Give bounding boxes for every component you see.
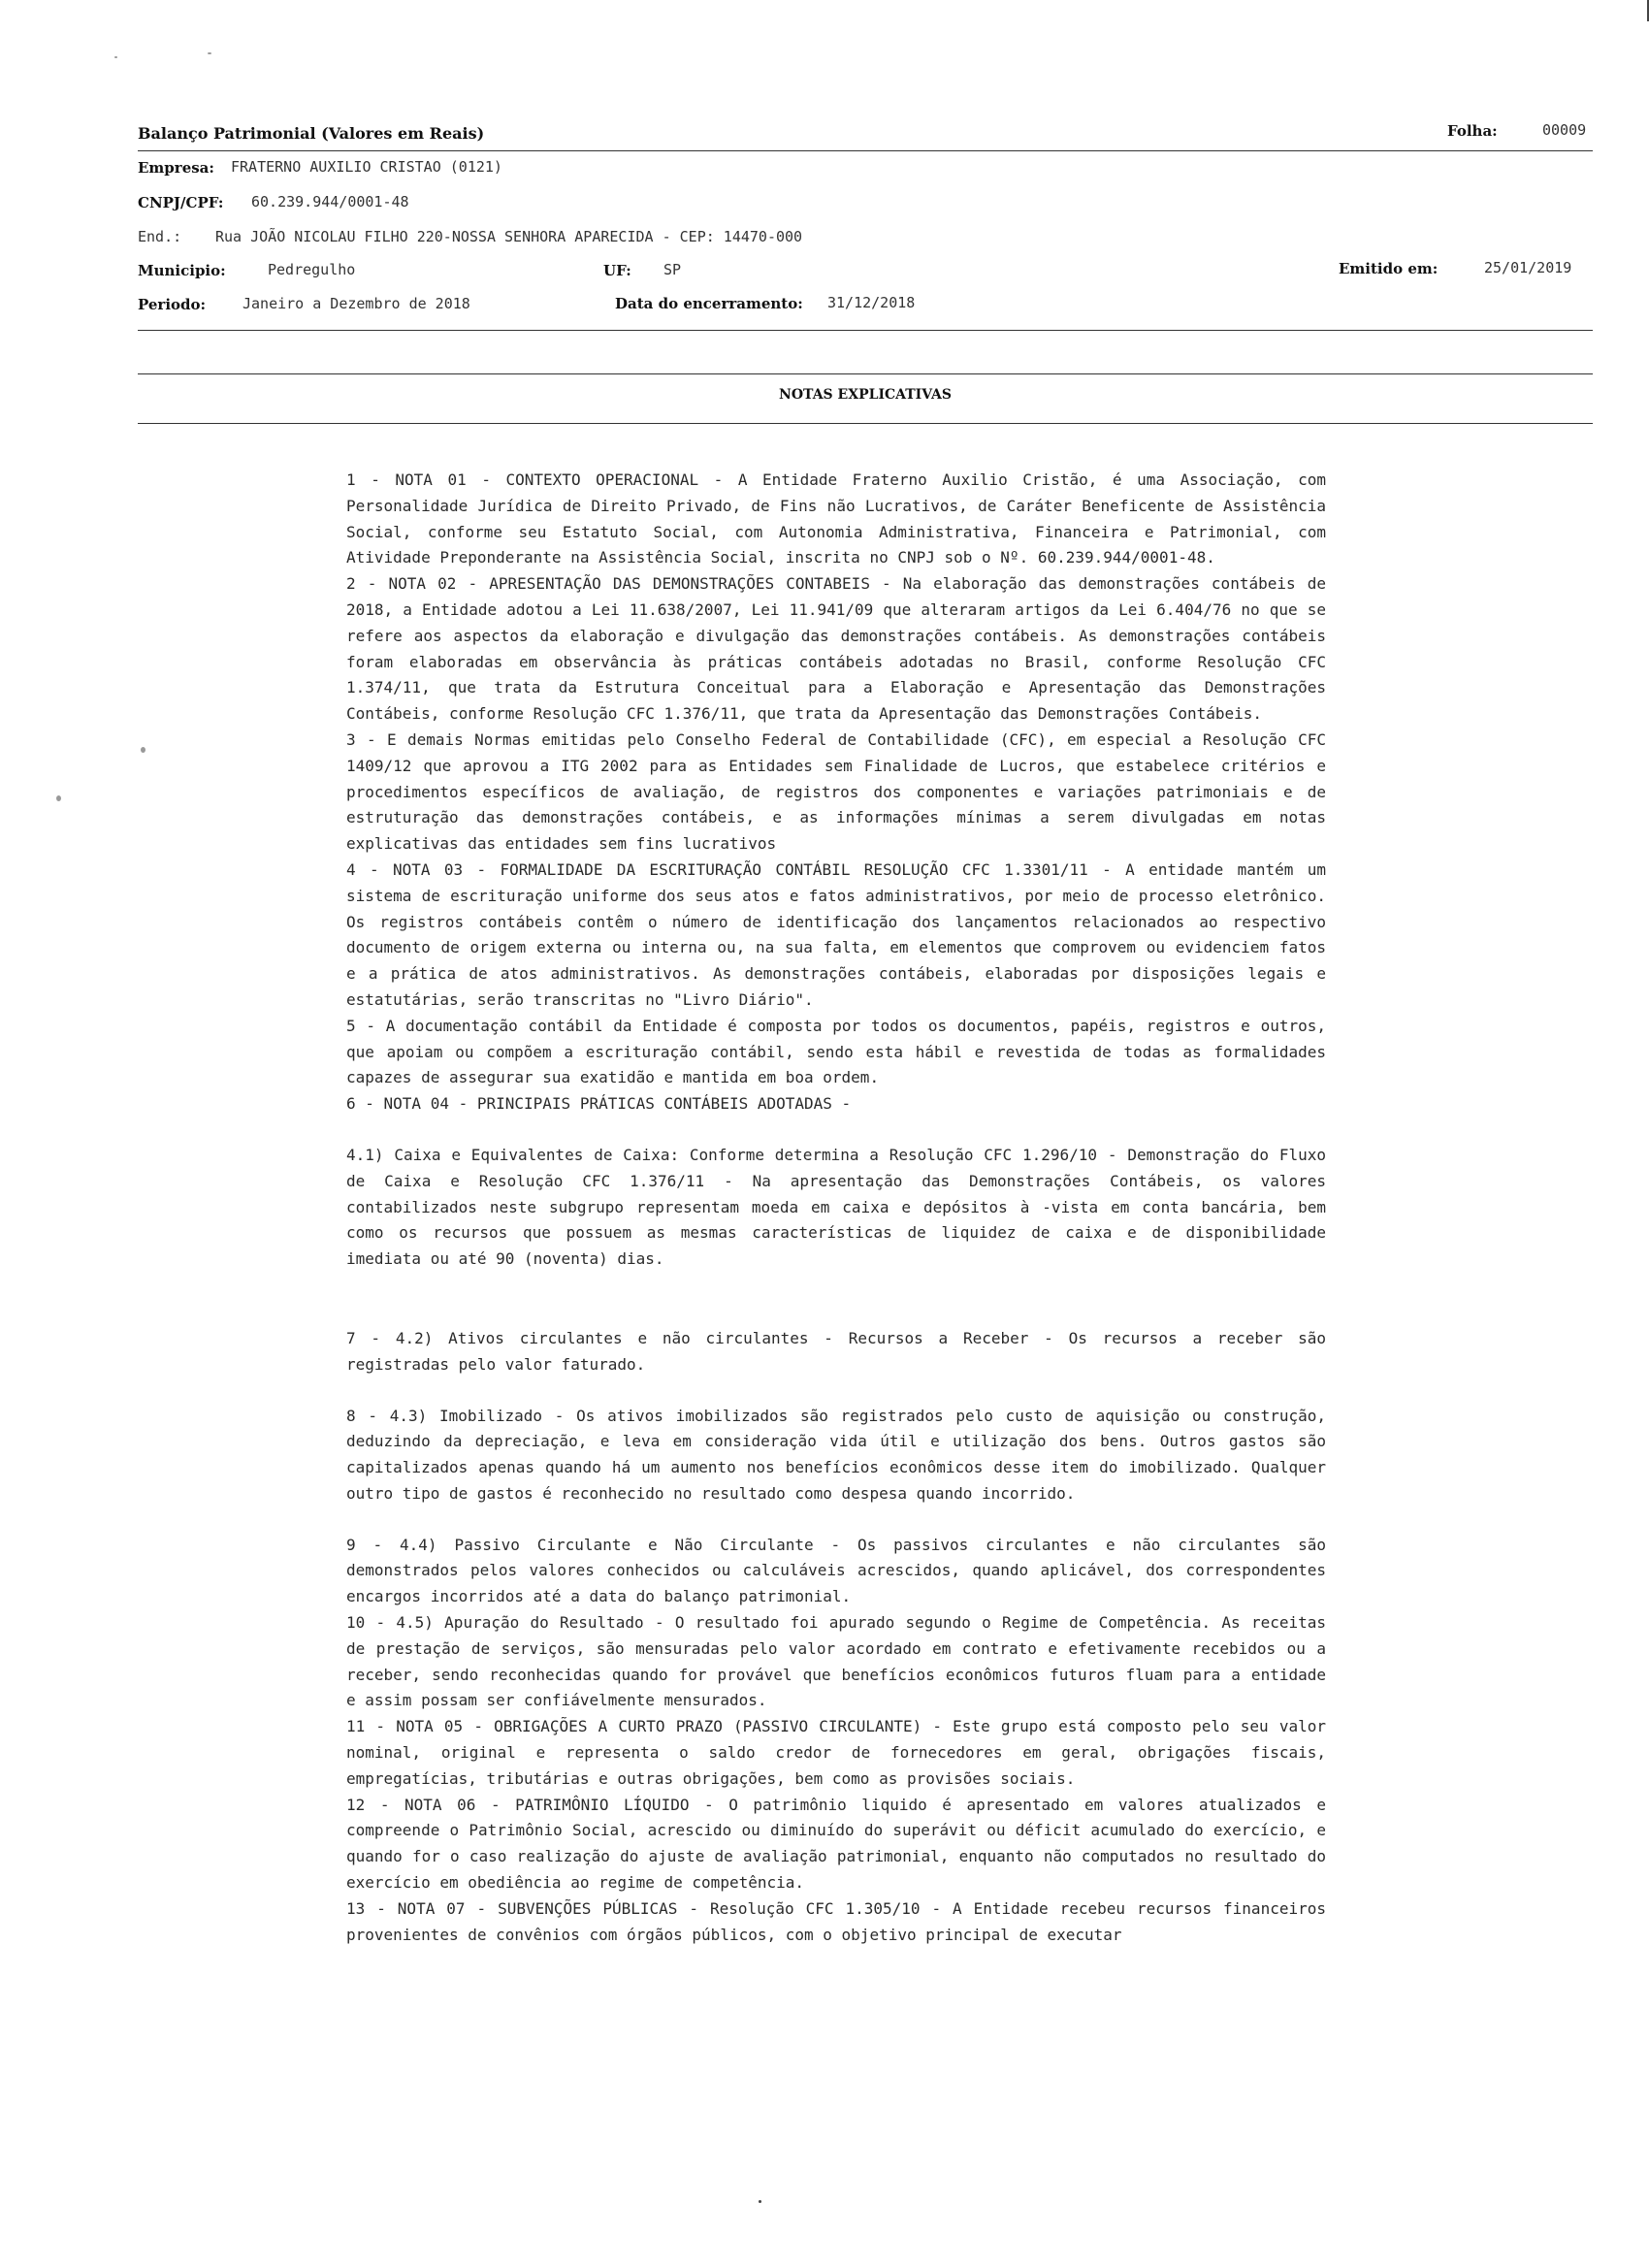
note-paragraph: 3 - E demais Normas emitidas pelo Conselho Federal de Contabilidade (CFC), em especial a Resolução CFC 1409/12 que aprovou a ITG 2002 para as Entidades sem Finalidade de Lucros, que estabelece critérios e procedimentos específicos de avaliação, de registros dos componentes e variações patrimoniais e de estruturação das demonstrações contábeis, e as informações mínimas a serem divulgadas em notas explicativas das entidades sem fins lucrativos: [346, 729, 1326, 854]
end-value: Rua JOÃO NICOLAU FILHO 220-NOSSA SENHORA APARECIDA - CEP: 14470-000: [215, 228, 803, 245]
note-paragraph: 7 - 4.2) Ativos circulantes e não circulantes - Recursos a Receber - Os recursos a receber são registradas pelo valor faturado.: [346, 1328, 1326, 1374]
notes-body: [346, 468, 1326, 1948]
note-paragraph: 11 - NOTA 05 - OBRIGAÇÕES A CURTO PRAZO (PASSIVO CIRCULANTE) - Este grupo está composto pelo seu valor nominal, original e representa o saldo credor de fornecedores em geral, obrigações fiscais, empregatícias, tributárias e outras obrigações, bem como as provisões sociais.: [346, 1717, 1326, 1788]
municipio-label: Municipio:: [138, 262, 226, 279]
note-paragraph: 13 - NOTA 07 - SUBVENÇÕES PÚBLICAS - Resolução CFC 1.305/10 - A Entidade recebeu recursos financeiros provenientes de convênios com órgãos públicos, com o objetivo principal de executar: [346, 1898, 1326, 1944]
header-rule-top: [138, 150, 1593, 151]
note-paragraph: 6 - NOTA 04 - PRINCIPAIS PRÁTICAS CONTÁBEIS ADOTADAS -: [346, 1094, 852, 1114]
municipio-value: Pedregulho: [268, 261, 356, 278]
note-paragraph: 1 - NOTA 01 - CONTEXTO OPERACIONAL - A Entidade Fraterno Auxilio Cristão, é uma Associação, com Personalidade Jurídica de Direito Privado, de Fins não Lucrativos, de Caráter Beneficente de Assistência Social, conforme seu Estatuto Social, com Autonomia Administrativa, Financeira e Patrimonial, com Atividade Preponderante na Assistência Social, inscrita no CNPJ sob o Nº. 60.239.944/0001-48.: [346, 470, 1326, 567]
note-paragraph: 9 - 4.4) Passivo Circulante e Não Circulante - Os passivos circulantes e não circulantes são demonstrados pelos valores conhecidos ou calculáveis acrescidos, quando aplicável, dos correspondentes encargos incorridos até a data do balanço patrimonial.: [346, 1535, 1326, 1606]
note-paragraph: 2 - NOTA 02 - APRESENTAÇÃO DAS DEMONSTRAÇÕES CONTABEIS - Na elaboração das demonstrações contábeis de 2018, a Entidade adotou a Lei 11.638/2007, Lei 11.941/09 que alteraram artigos da Lei 6.404/76 no que se refere aos aspectos da elaboração e divulgação das demonstrações contábeis. As demonstrações contábeis foram elaboradas em observância às práticas contábeis adotadas no Brasil, conforme Resolução CFC 1.374/11, que trata da Estrutura Conceitual para a Elaboração e Apresentação das Demonstrações Contábeis, conforme Resolução CFC 1.376/11, que trata da Apresentação das Demonstrações Contábeis.: [346, 574, 1326, 724]
note-paragraph: 8 - 4.3) Imobilizado - Os ativos imobilizados são registrados pelo custo de aquisição ou construção, deduzindo da depreciação, e leva em consideração vida útil e utilização dos bens. Outros gastos são capitalizados apenas quando há um aumento nos benefícios econômicos desse item do imobilizado. Qualquer outro tipo de gastos é reconhecido no resultado como despesa quando incorrido.: [346, 1406, 1326, 1503]
emitido-label: Emitido em:: [1339, 260, 1439, 277]
note-paragraph: 5 - A documentação contábil da Entidade é composta por todos os documentos, papéis, registros e outros, que apoiam ou compõem a escrituração contábil, sendo esta hábil e revestida de todas as formalidades capazes de assegurar sua exatidão e mantida em boa ordem.: [346, 1016, 1326, 1087]
note-paragraph: 12 - NOTA 06 - PATRIMÔNIO LÍQUIDO - O patrimônio liquido é apresentado em valores atualizados e compreende o Patrimônio Social, acrescido ou diminuído do superávit ou déficit acumulado do exercício, e quando for o caso realização do ajuste de avaliação patrimonial, enquanto não computados no resultado do exercício em obediência ao regime de competência.: [346, 1795, 1326, 1893]
folha-value: 00009: [1542, 121, 1587, 139]
section-title: NOTAS EXPLICATIVAS: [779, 387, 952, 403]
end-label: End.:: [138, 228, 182, 245]
header-rule-bottom: [138, 330, 1593, 331]
periodo-value: Janeiro a Dezembro de 2018: [242, 295, 470, 312]
section-rule-bottom: [138, 423, 1593, 424]
scan-speck: [759, 2200, 761, 2203]
periodo-label: Periodo:: [138, 296, 207, 313]
scan-speck: [56, 795, 61, 801]
emitido-value: 25/01/2019: [1484, 259, 1572, 276]
scan-speck: [141, 747, 146, 753]
uf-value: SP: [663, 261, 682, 278]
note-paragraph: 4 - NOTA 03 - FORMALIDADE DA ESCRITURAÇÃO CONTÁBIL RESOLUÇÃO CFC 1.3301/11 - A entidade mantém um sistema de escrituração uniforme dos seus atos e fatos administrativos, por meio de processo eletrônico. Os registros contábeis contêm o número de identificação dos lançamentos relacionados ao respectivo documento de origem externa ou interna ou, na sua falta, em elementos que comprovem ou evidenciem fatos e a prática de atos administrativos. As demonstrações contábeis, elaboradas por disposições legais e estatutárias, serão transcritas no "Livro Diário".: [346, 859, 1326, 1009]
scan-speck: [208, 52, 211, 54]
section-rule-top: [138, 373, 1593, 374]
encerramento-value: 31/12/2018: [827, 294, 916, 311]
cnpj-value: 60.239.944/0001-48: [251, 193, 409, 211]
note-paragraph: 10 - 4.5) Apuração do Resultado - O resultado foi apurado segundo o Regime de Competência. As receitas de prestação de serviços, são mensuradas pelo valor acordado em contrato e efetivamente recebidos ou a receber, sendo reconhecidas quando for provável que benefícios econômicos futuros fluam para a entidade e assim possam ser confiávelmente mensurados.: [346, 1613, 1326, 1710]
note-paragraph: 4.1) Caixa e Equivalentes de Caixa: Conforme determina a Resolução CFC 1.296/10 - Demonstração do Fluxo de Caixa e Resolução CFC 1.376/11 - Na apresentação das Demonstrações Contábeis, os valores contabilizados neste subgrupo representam moeda em caixa e depósitos à -vista em conta bancária, bem como os recursos que possuem as mesmas características de liquidez de caixa e de disponibilidade imediata ou até 90 (noventa) dias.: [346, 1145, 1326, 1269]
folha-label: Folha:: [1447, 122, 1498, 140]
scan-speck: [114, 56, 117, 58]
empresa-label: Empresa:: [138, 159, 214, 177]
cnpj-label: CNPJ/CPF:: [138, 194, 224, 211]
encerramento-label: Data do encerramento:: [615, 295, 803, 312]
uf-label: UF:: [603, 262, 631, 279]
empresa-value: FRATERNO AUXILIO CRISTAO (0121): [231, 158, 502, 176]
document-title: Balanço Patrimonial (Valores em Reais): [138, 124, 485, 143]
